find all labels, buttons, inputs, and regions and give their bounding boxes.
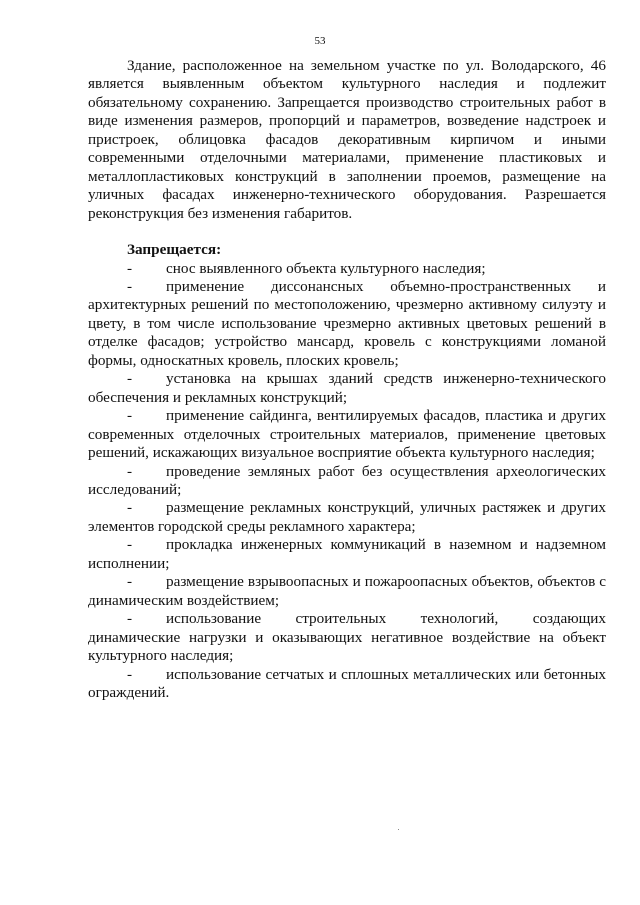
intro-paragraph: Здание, расположенное на земельном участке по ул. Володарского, 46 является выявленным объектом культурного наследия и подлежит обязательному сохранению. Запрещается производство строительных работ в виде изменения размеров, пропорций и параметров, возведение надстроек и пристроек, облицовка фасадов декоративным кирпичом и иными современными отделочными материалами, применение пластиковых и металлопластиковых конструкций в заполнении проемов, размещение на уличных фасадах инженерно-технического оборудования. Разрешается реконструкция без изменения габаритов. — [88, 57, 606, 222]
list-item — [88, 610, 606, 665]
paragraph-spacer — [88, 223, 606, 241]
list-item-text: установка на крышах зданий средств инженерно-технического обеспечения и рекламных конструкций; — [88, 370, 606, 406]
list-item-text: размещение взрывоопасных и пожароопасных объектов, объектов с динамическим воздействием; — [88, 573, 606, 609]
list-dash: - — [127, 407, 133, 425]
list-dash: - — [127, 462, 133, 480]
list-item — [88, 463, 606, 500]
list-item — [88, 499, 606, 536]
scan-speck — [398, 829, 399, 830]
list-item — [88, 260, 606, 278]
list-item-text: использование сетчатых и сплошных металлических или бетонных ограждений. — [88, 665, 606, 701]
list-item — [88, 666, 606, 703]
list-item-text: размещение рекламных конструкций, уличных растяжек и других элементов городской среды рекламного характера; — [88, 499, 606, 535]
page-number: 53 — [314, 35, 326, 47]
list-item-text: применение диссонансных объемно-пространственных и архитектурных решений по местоположению, чрезмерно активному силуэту и цвету, в том числе использование чрезмерно активных цветовых решений в отделке фасадов; устройство мансард, кровель с конструкциями ломаной формы, односкатных кровель, плоских кровель; — [88, 277, 606, 369]
list-item-text: прокладка инженерных коммуникаций в наземном и надземном исполнении; — [88, 536, 606, 572]
list-dash: - — [127, 665, 133, 683]
list-dash: - — [127, 259, 133, 277]
list-dash: - — [127, 277, 133, 295]
list-item-text: снос выявленного объекта культурного наследия; — [166, 259, 486, 277]
list-item — [88, 536, 606, 573]
list-dash: - — [127, 370, 133, 388]
document-body — [88, 57, 606, 702]
prohibited-heading: Запрещается: — [127, 241, 222, 259]
list-item — [88, 278, 606, 370]
list-dash: - — [127, 610, 133, 628]
list-dash: - — [127, 499, 133, 517]
list-item-text: использование строительных технологий, создающих динамические нагрузки и оказывающих негативное воздействие на объект культурного наследия; — [88, 610, 606, 665]
list-item — [88, 573, 606, 610]
list-item-text: проведение земляных работ без осуществления археологических исследований; — [88, 462, 606, 498]
list-item — [88, 407, 606, 462]
list-item-text: применение сайдинга, вентилируемых фасадов, пластика и других современных отделочных строительных материалов, применение цветовых решений, искажающих визуальное восприятие объекта культурного наследия; — [88, 407, 606, 462]
list-dash: - — [127, 573, 133, 591]
list-item — [88, 370, 606, 407]
list-dash: - — [127, 536, 133, 554]
